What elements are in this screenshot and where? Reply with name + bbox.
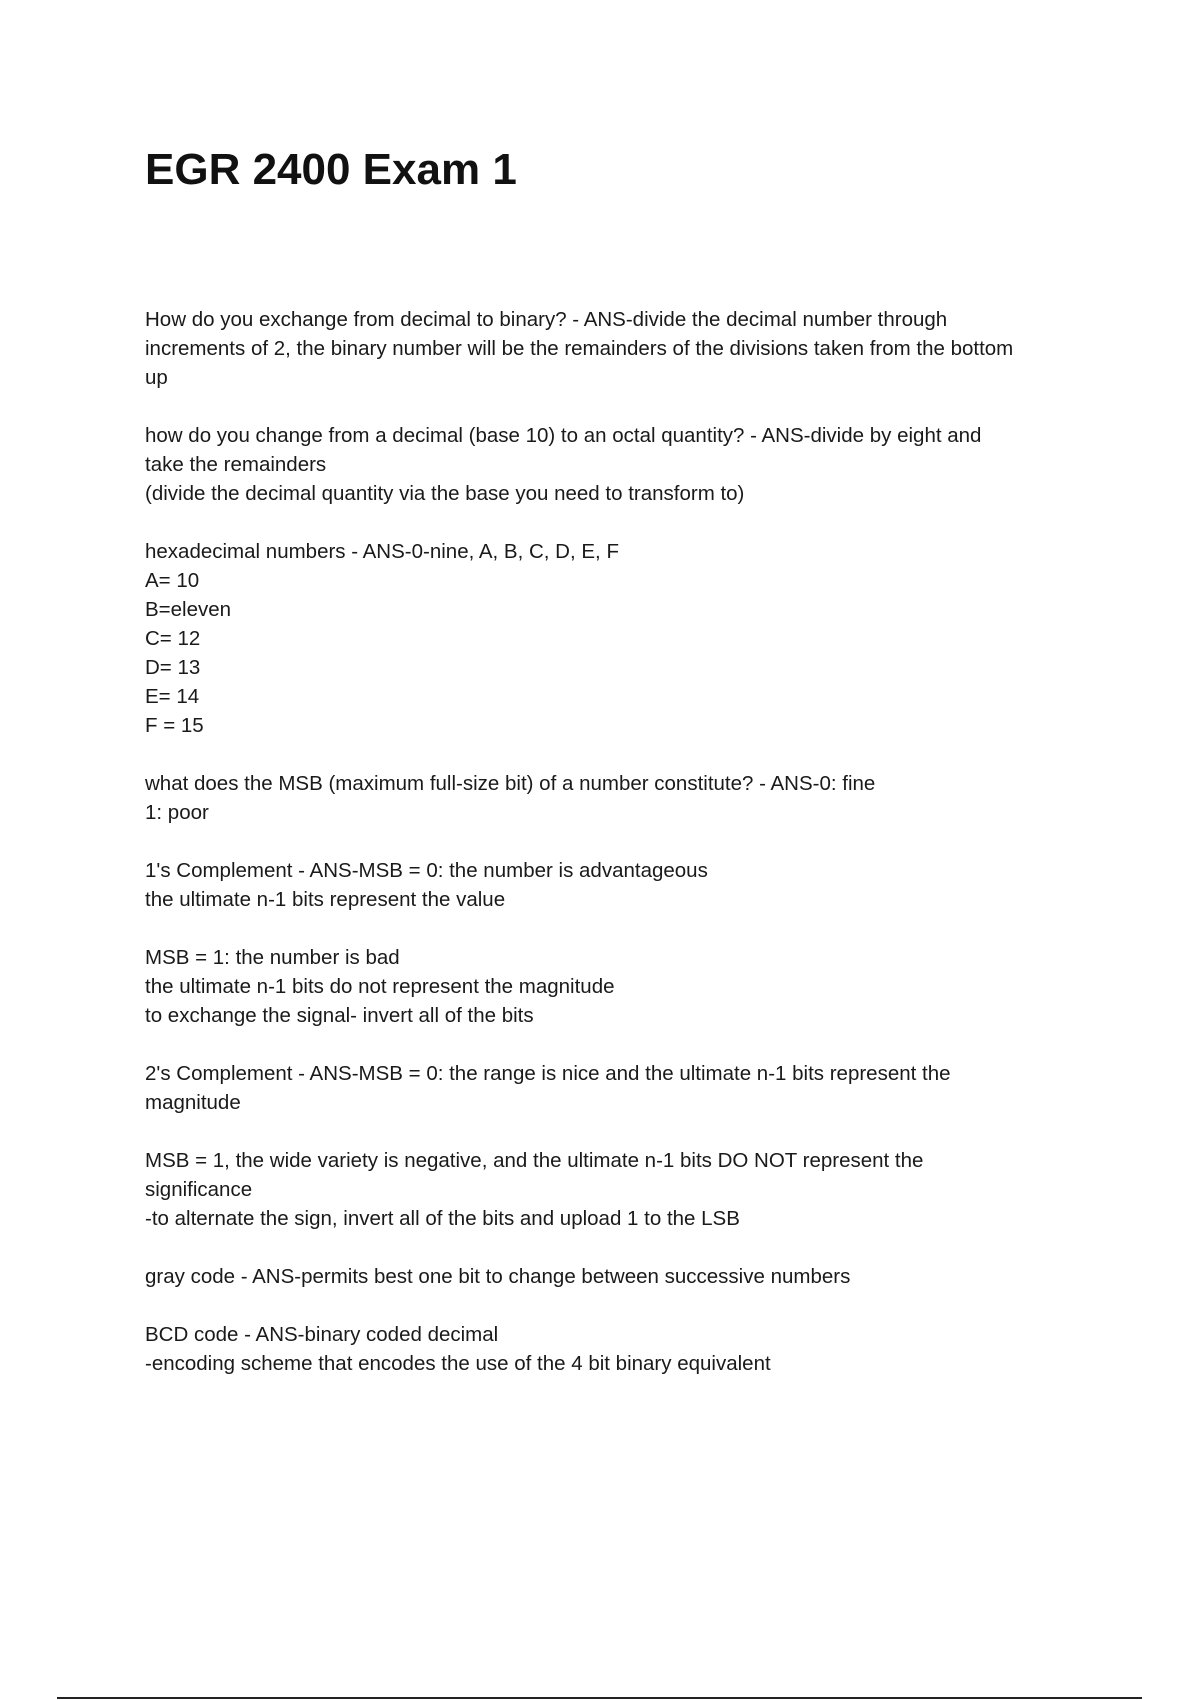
text-line: B=eleven <box>145 598 232 621</box>
qa-block-bcd-code <box>145 1320 1090 1378</box>
text-line: MSB = 1, the wide variety is negative, and the ultimate n-1 bits DO NOT represent the <box>145 1149 924 1172</box>
text-line: to exchange the signal- invert all of the bits <box>145 1004 534 1027</box>
text-line: 1: poor <box>145 801 209 824</box>
text-line: MSB = 1: the number is bad <box>145 946 400 969</box>
text-line: E= 14 <box>145 685 200 708</box>
text-line: 2's Complement - ANS-MSB = 0: the range is nice and the ultimate n-1 bits represent the <box>145 1062 951 1085</box>
qa-block-ones-complement-negative <box>145 943 1090 1030</box>
text-line: magnitude <box>145 1091 241 1114</box>
text-line: D= 13 <box>145 656 201 679</box>
text-line: -encoding scheme that encodes the use of the 4 bit binary equivalent <box>145 1352 771 1375</box>
text-line: take the remainders <box>145 453 327 476</box>
qa-block-twos-complement <box>145 1059 1090 1117</box>
page-title: EGR 2400 Exam 1 <box>145 145 517 194</box>
qa-block-twos-complement-negative <box>145 1146 1090 1233</box>
document-body <box>145 305 1090 1407</box>
text-line: F = 15 <box>145 714 204 737</box>
qa-block-ones-complement <box>145 856 1090 914</box>
qa-block-gray-code <box>145 1262 1090 1291</box>
text-line: up <box>145 366 168 389</box>
text-line: how do you change from a decimal (base 10) to an octal quantity? - ANS-divide by eight and <box>145 424 982 447</box>
text-line: gray code - ANS-permits best one bit to change between successive numbers <box>145 1265 851 1288</box>
text-line: BCD code - ANS-binary coded decimal <box>145 1323 499 1346</box>
text-line: -to alternate the sign, invert all of the bits and upload 1 to the LSB <box>145 1207 740 1230</box>
text-line: hexadecimal numbers - ANS-0-nine, A, B, C, D, E, F <box>145 540 619 563</box>
text-line: the ultimate n-1 bits represent the value <box>145 888 506 911</box>
text-line: what does the MSB (maximum full-size bit) of a number constitute? - ANS-0: fine <box>145 772 876 795</box>
text-line: increments of 2, the binary number will be the remainders of the divisions taken from the bottom <box>145 337 1014 360</box>
text-line: 1's Complement - ANS-MSB = 0: the number is advantageous <box>145 859 708 882</box>
footer-divider <box>57 1697 1142 1699</box>
qa-block-msb <box>145 769 1090 827</box>
qa-block-decimal-to-octal <box>145 421 1090 508</box>
text-line: A= 10 <box>145 569 200 592</box>
text-line: How do you exchange from decimal to binary? - ANS-divide the decimal number through <box>145 308 948 331</box>
text-line: (divide the decimal quantity via the base you need to transform to) <box>145 482 745 505</box>
qa-block-hexadecimal <box>145 537 1090 740</box>
text-line: C= 12 <box>145 627 201 650</box>
text-line: the ultimate n-1 bits do not represent the magnitude <box>145 975 615 998</box>
qa-block-decimal-to-binary <box>145 305 1090 392</box>
text-line: significance <box>145 1178 253 1201</box>
